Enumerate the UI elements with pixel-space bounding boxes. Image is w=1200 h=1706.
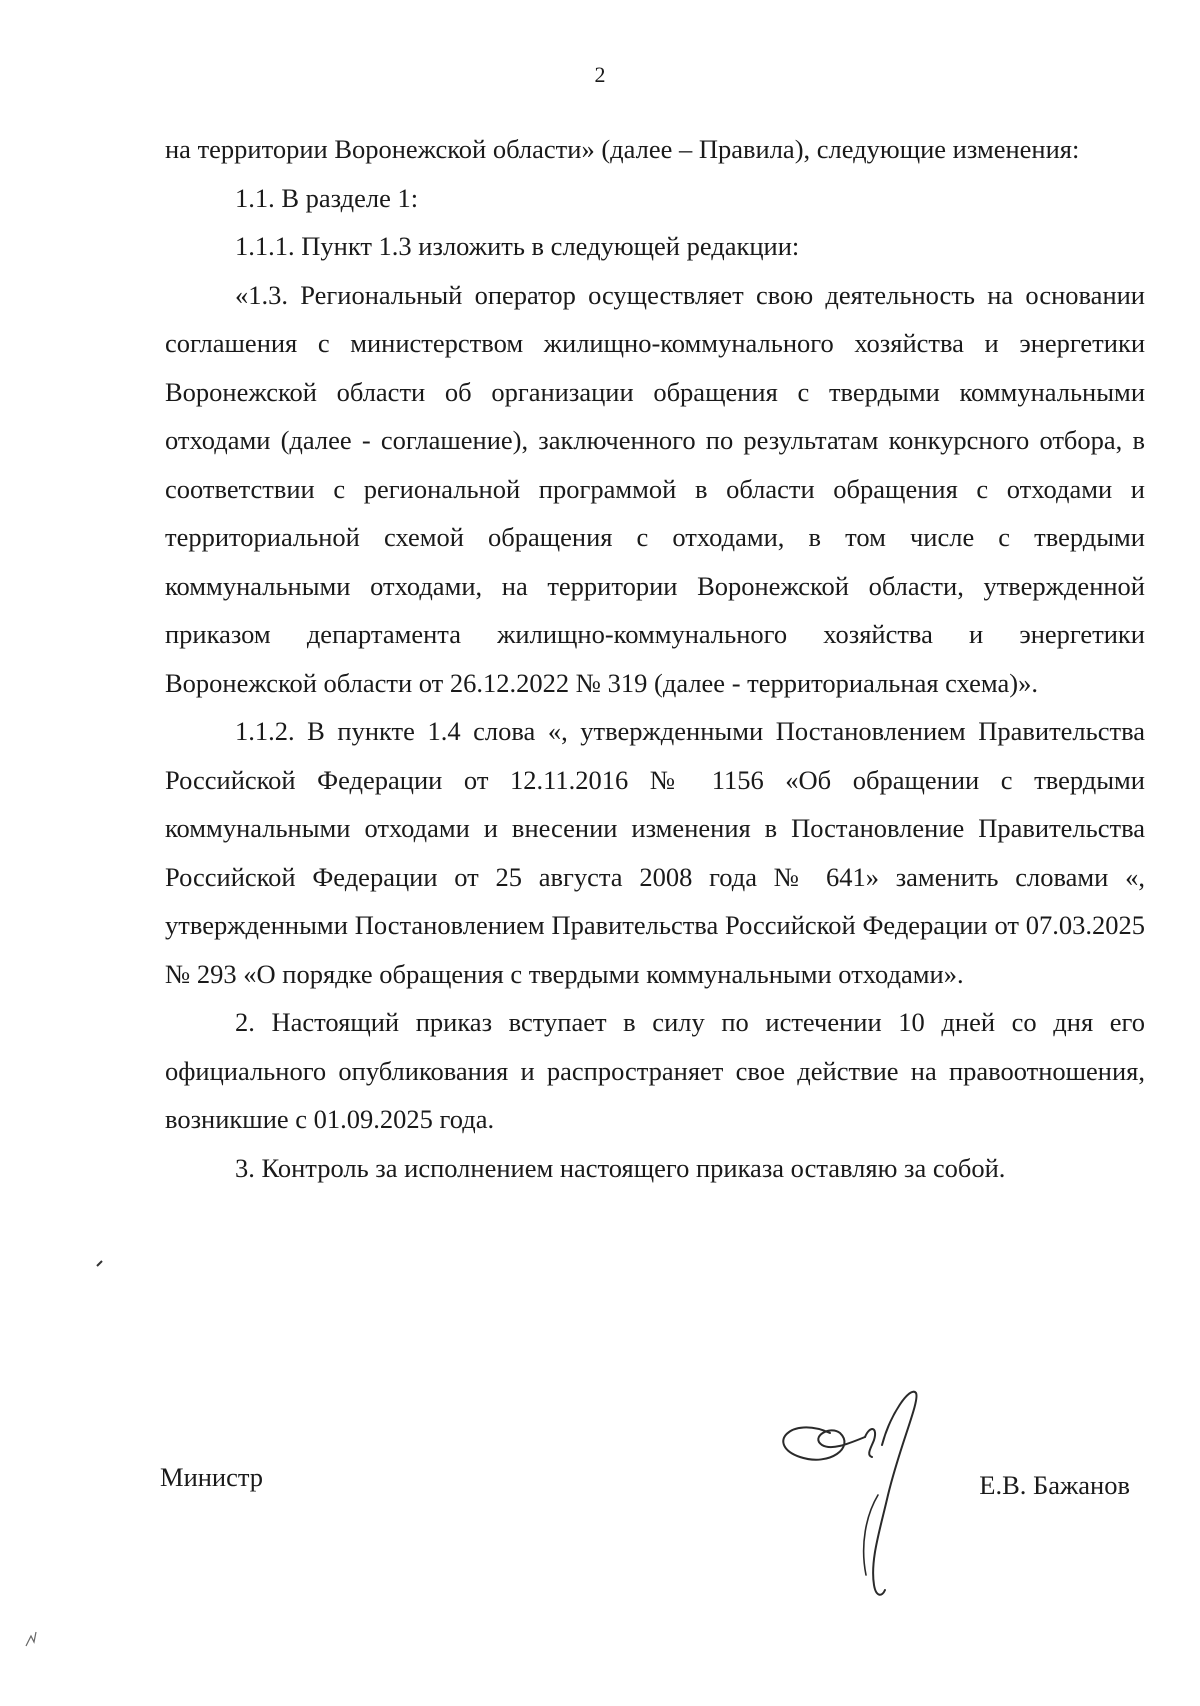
paragraph-1-1-2: 1.1.2. В пункте 1.4 слова «, утвержденными Постановлением Правительства Российской Федерации от 12.11.2016 № 1156 «Об обращении с твердыми коммунальными отходами и внесении изменения в Постановление Правительства Российской Федерации от 25 августа 2008 года № 641» заменить словами «, утвержденными Постановлением Правительства Российской Федерации от 07.03.2025 № 293 «О порядке обращения с твердыми коммунальными отходами». [165,716,1145,989]
signer-name: Е.В. Бажанов [979,1470,1130,1500]
handwritten-signature [770,1385,950,1605]
document-body [165,125,1145,1192]
paragraph-1-3-text: «1.3. Региональный оператор осуществляет свою деятельность на основании соглашения с министерством жилищно-коммунального хозяйства и энергетики Воронежской области об организации обращения с твердыми коммунальными отходами (далее - соглашение), заключенного по результатам конкурсного отбора, в соответствии с региональной программой в области обращения с отходами и территориальной схемой обращения с отходами, в том числе с твердыми коммунальными отходами, на территории Воронежской области, утвержденной приказом департамента жилищно-коммунального хозяйства и энергетики Воронежской области от 26.12.2022 № 319 (далее - территориальная схема)». [165,279,1145,698]
paragraph-2: 2. Настоящий приказ вступает в силу по истечении 10 дней со дня его официального опубликования и распространяет свое действие на правоотношения, возникшие с 01.09.2025 года. [165,1007,1145,1134]
page-number: 2 [594,62,606,87]
scan-speck [95,1258,105,1268]
paragraph-1-1-1: 1.1.1. Пункт 1.3 изложить в следующей редакции: [235,231,800,261]
signature-block [160,1440,1140,1520]
paragraph-intro: на территории Воронежской области» (далее – Правила), следующие изменения: [165,134,1080,164]
scan-speck [22,1628,40,1650]
signer-title: Министр [160,1462,264,1492]
paragraph-3: 3. Контроль за исполнением настоящего приказа оставляю за собой. [235,1152,1006,1183]
paragraph-1-1: 1.1. В разделе 1: [235,182,419,213]
